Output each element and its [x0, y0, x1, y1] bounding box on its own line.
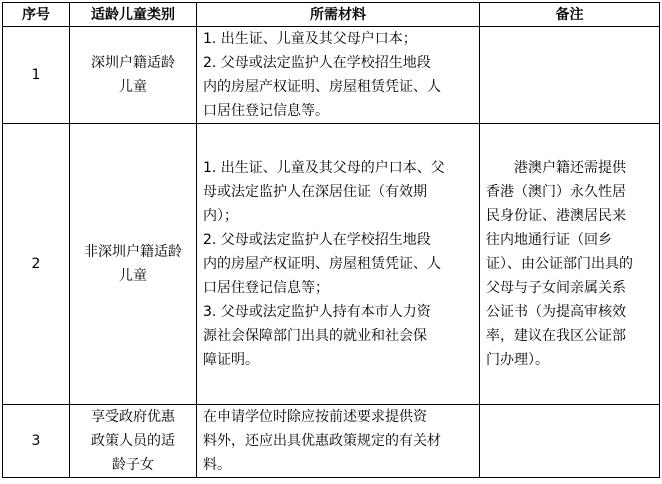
category-line: 享受政府优惠 [91, 409, 175, 425]
table-row [3, 124, 660, 405]
serial-number-cell: 1 [3, 27, 70, 124]
header-remarks: 备注 [480, 3, 660, 27]
required-materials-cell [197, 405, 480, 478]
serial-number-cell: 2 [3, 124, 70, 405]
materials-line: 1. 出生证、儿童及其父母户口本； [203, 31, 417, 47]
required-materials-cell [197, 124, 480, 405]
category-line: 非深圳户籍适龄 [84, 244, 182, 260]
remarks-line-text: 港澳户籍还需提供 [514, 160, 626, 176]
remarks-line [486, 156, 655, 180]
materials-line: 1. 出生证、儿童及其父母的户口本、父 [203, 160, 445, 176]
materials-line: 在申请学位时除应按前述要求提供资 [203, 409, 427, 425]
remarks-cell [480, 405, 660, 478]
materials-line: 3. 父母或法定监护人持有本市人力资 [203, 304, 431, 320]
materials-line: 源社会保障部门出具的就业和社会保 [203, 328, 427, 344]
serial-number-cell: 3 [3, 405, 70, 478]
table-row [3, 27, 660, 124]
remarks-line: 往内地通行证（回乡 [486, 232, 612, 248]
materials-line: 内的房屋产权证明、房屋租赁凭证、人 [203, 79, 441, 95]
category-line: 儿童 [119, 268, 147, 284]
header-serial-number: 序号 [3, 3, 70, 27]
category-line: 龄子女 [112, 457, 154, 473]
materials-line: 内）； [203, 208, 238, 224]
remarks-line: 香港（澳门）永久性居 [486, 184, 626, 200]
materials-line: 料外，还应出具优惠政策规定的有关材 [203, 433, 441, 449]
remarks-line: 证）、由公证部门出具的 [486, 256, 633, 272]
remarks-line: 父母与子女间亲属关系 [486, 280, 626, 296]
materials-line: 母或法定监护人在深居住证（有效期 [203, 184, 427, 200]
required-materials-cell [197, 27, 480, 124]
header-required-materials: 所需材料 [197, 3, 480, 27]
category-line: 政策人员的适 [91, 433, 175, 449]
remarks-line: 门办理）。 [486, 352, 549, 368]
remarks-line: 民身份证、港澳居民来 [486, 208, 626, 224]
remarks-line: 率，建议在我区公证部 [486, 328, 626, 344]
requirements-table [2, 2, 660, 478]
child-category-cell [70, 124, 197, 405]
materials-line: 2. 父母或法定监护人在学校招生地段 [203, 232, 431, 248]
remarks-cell [480, 27, 660, 124]
materials-line: 障证明。 [203, 352, 259, 368]
materials-line: 口居住登记信息等。 [203, 103, 329, 119]
remarks-line: 公证书（为提高审核效 [486, 304, 626, 320]
header-row [3, 3, 660, 27]
table-row [3, 405, 660, 478]
category-line: 深圳户籍适龄 [91, 55, 175, 71]
materials-line: 内的房屋产权证明、房屋租赁凭证、人 [203, 256, 441, 272]
header-child-category: 适龄儿童类别 [70, 3, 197, 27]
materials-line: 口居住登记信息等； [203, 280, 329, 296]
remarks-cell [480, 124, 660, 405]
materials-line: 2. 父母或法定监护人在学校招生地段 [203, 55, 431, 71]
child-category-cell [70, 405, 197, 478]
child-category-cell [70, 27, 197, 124]
category-line: 儿童 [119, 79, 147, 95]
materials-line: 料。 [203, 457, 231, 473]
